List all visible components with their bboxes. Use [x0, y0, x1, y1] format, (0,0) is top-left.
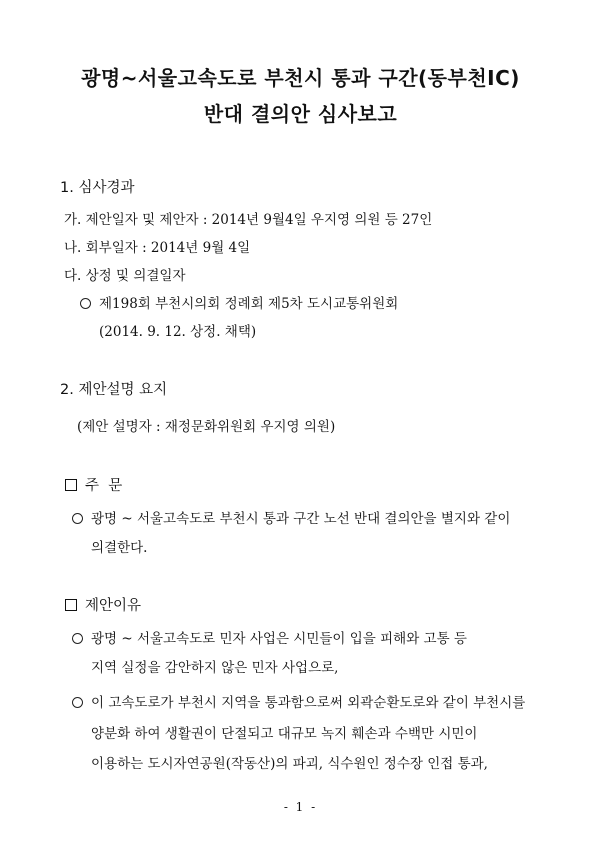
checkbox-square-icon: [65, 479, 77, 491]
meeting-bullet-sub: (2014. 9. 12. 상정. 채택): [99, 324, 257, 340]
bullet-circle-icon: [72, 513, 83, 524]
meeting-bullet: [80, 292, 398, 312]
agenda-decision-date-item: 다. 상정 및 의결일자: [64, 268, 186, 284]
jumun-heading: [65, 474, 122, 495]
bullet-circle-icon: [72, 697, 83, 708]
reason-bullet-2-line-1: 이 고속도로가 부천시 지역을 통과함으로써 외곽순환도로와 같이 부천시를: [91, 695, 526, 711]
reason-bullet-1-line-1: 광명 ~ 서울고속도로 민자 사업은 시민들이 입을 피해와 고통 등: [91, 631, 467, 647]
referral-date-item: 나. 회부일자 : 2014년 9월 4일: [64, 240, 251, 256]
jumun-heading-text: 주 문: [85, 478, 123, 494]
meeting-bullet-text: 제198회 부천시의회 정례회 제5차 도시교통위원회: [99, 296, 399, 312]
reason-bullet-1: [72, 627, 467, 647]
bullet-circle-icon: [72, 633, 83, 644]
document-title-line-1: 광명~서울고속도로 부천시 통과 구간(동부천IC): [81, 66, 520, 90]
reason-heading-text: 제안이유: [85, 598, 142, 614]
reason-bullet-1-line-2: 지역 실정을 감안하지 않은 민자 사업으로,: [91, 660, 339, 676]
document-title-line-2: 반대 결의안 심사보고: [203, 102, 398, 126]
reason-bullet-2-line-3: 이용하는 도시자연공원(작동산)의 파괴, 식수원인 정수장 인접 통과,: [91, 756, 488, 772]
jumun-bullet-line-2: 의결한다.: [91, 540, 148, 556]
reason-heading: [65, 594, 141, 615]
checkbox-square-icon: [65, 599, 77, 611]
jumun-bullet: [72, 507, 510, 527]
section-2-heading: 2. 제안설명 요지: [60, 382, 168, 398]
presenter-note: (제안 설명자 : 재정문화위원회 우지영 의원): [77, 419, 336, 435]
proposal-date-item: 가. 제안일자 및 제안자 : 2014년 9월4일 우지영 의원 등 27인: [64, 212, 433, 228]
reason-bullet-2: [72, 691, 525, 711]
reason-bullet-2-line-2: 양분화 하여 생활권이 단절되고 대규모 녹지 훼손과 수백만 시민이: [91, 726, 478, 742]
jumun-bullet-line-1: 광명 ~ 서울고속도로 부천시 통과 구간 노선 반대 결의안을 별지와 같이: [91, 511, 511, 527]
bullet-circle-icon: [80, 298, 91, 309]
page-number: - 1 -: [283, 800, 318, 814]
section-1-heading: 1. 심사경과: [60, 180, 135, 196]
